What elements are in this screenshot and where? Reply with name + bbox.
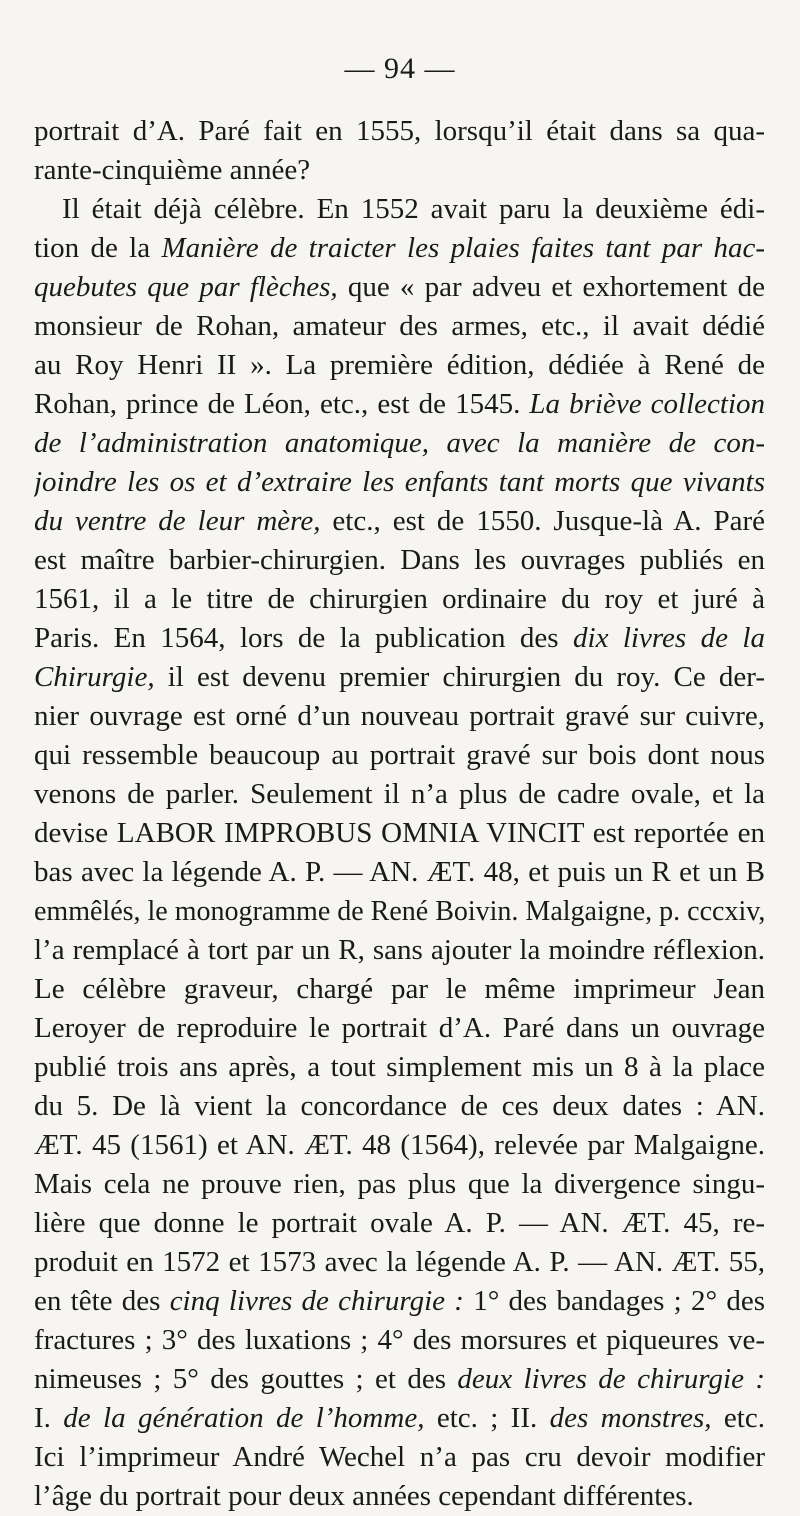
text-line bbox=[34, 580, 765, 619]
page-number: — 94 — bbox=[344, 52, 456, 85]
text-segment: lière que donne le portrait ovale A. P. — AN. ÆT. 45, re- bbox=[34, 1207, 765, 1239]
text-segment: Il était déjà célèbre. En 1552 avait paru la deuxième édi- bbox=[62, 193, 765, 225]
text-segment: en tête des bbox=[34, 1285, 170, 1317]
italic-title-text: quebutes que par flèches, bbox=[34, 271, 338, 303]
italic-title-text: du ventre de leur mère, bbox=[34, 505, 321, 537]
text-line bbox=[34, 346, 765, 385]
text-segment: tion de la bbox=[34, 232, 162, 264]
text-segment: venons de parler. Seulement il n’a plus de cadre ovale, et la bbox=[34, 778, 765, 810]
italic-title-text: La briève collection bbox=[529, 388, 765, 420]
text-segment: devise LABOR IMPROBUS OMNIA VINCIT est reportée en bbox=[34, 817, 765, 849]
text-line bbox=[34, 814, 765, 853]
text-segment: nimeuses ; 5° des gouttes ; et des bbox=[34, 1363, 458, 1395]
text-line bbox=[34, 658, 765, 697]
italic-title-text: Manière de traicter les plaies faites tant par hac- bbox=[161, 232, 765, 264]
text-line bbox=[34, 970, 765, 1009]
italic-title-text: de la génération de l’homme, bbox=[63, 1402, 425, 1434]
text-segment: Mais cela ne prouve rien, pas plus que la divergence singu- bbox=[34, 1168, 765, 1200]
text-segment: produit en 1572 et 1573 avec la légende A. P. — AN. ÆT. 55, bbox=[34, 1246, 765, 1278]
text-segment: que « par adveu et exhortement de bbox=[337, 271, 765, 303]
text-line bbox=[34, 736, 765, 775]
italic-title-text: des monstres, bbox=[549, 1402, 712, 1434]
text-segment: Rohan, prince de Léon, etc., est de 1545. bbox=[34, 388, 530, 420]
text-line bbox=[34, 1321, 765, 1360]
text-segment: etc. bbox=[711, 1402, 765, 1434]
italic-title-text: dix livres de la bbox=[573, 622, 765, 654]
text-segment: il est devenu premier chirurgien du roy. Ce der- bbox=[154, 661, 765, 693]
text-line bbox=[34, 1165, 765, 1204]
text-segment: l’âge du portrait pour deux années cependant différentes. bbox=[34, 1480, 694, 1512]
text-line bbox=[34, 268, 765, 307]
text-segment: du 5. De là vient la concordance de ces deux dates : AN. bbox=[34, 1090, 765, 1122]
text-line bbox=[34, 775, 765, 814]
text-segment: emmêlés, le monogramme de René Boivin. Malgaigne, p. cccxiv, bbox=[34, 896, 765, 927]
text-segment: est maître barbier-chirurgien. Dans les ouvrages publiés en bbox=[34, 544, 765, 576]
text-line bbox=[34, 1360, 765, 1399]
text-segment: 1561, il a le titre de chirurgien ordinaire du roy et juré à bbox=[34, 583, 765, 615]
text-segment: fractures ; 3° des luxations ; 4° des morsures et piqueures ve- bbox=[34, 1324, 765, 1356]
text-line bbox=[34, 931, 765, 970]
text-line bbox=[34, 1048, 765, 1087]
text-line bbox=[34, 1438, 765, 1477]
text-line bbox=[34, 619, 765, 658]
text-line bbox=[34, 463, 765, 502]
text-line bbox=[34, 229, 765, 268]
text-segment: nier ouvrage est orné d’un nouveau portrait gravé sur cuivre, bbox=[34, 700, 765, 732]
text-segment: au Roy Henri II ». La première édition, dédiée à René de bbox=[34, 349, 765, 381]
text-line bbox=[34, 1204, 765, 1243]
text-line bbox=[34, 190, 765, 229]
italic-title-text: Chirurgie, bbox=[34, 661, 155, 693]
text-segment: bas avec la légende A. P. — AN. ÆT. 48, et puis un R et un B bbox=[34, 856, 765, 888]
text-line bbox=[34, 541, 765, 580]
text-segment: publié trois ans après, a tout simplement mis un 8 à la place bbox=[34, 1051, 765, 1083]
text-line bbox=[34, 112, 765, 151]
text-line bbox=[34, 307, 765, 346]
italic-title-text: joindre les os et d’extraire les enfants tant morts que vivants bbox=[34, 466, 765, 498]
text-segment: I. bbox=[34, 1402, 64, 1434]
text-line bbox=[34, 502, 765, 541]
text-line bbox=[34, 697, 765, 736]
text-line bbox=[34, 1243, 765, 1282]
text-segment: 1° des bandages ; 2° des bbox=[463, 1285, 765, 1317]
text-line bbox=[34, 1126, 765, 1165]
italic-title-text: deux livres de chirurgie : bbox=[457, 1363, 765, 1395]
text-line bbox=[34, 1087, 765, 1126]
text-segment: portrait d’A. Paré fait en 1555, lorsqu’il était dans sa qua- bbox=[34, 115, 765, 147]
body-text bbox=[34, 112, 765, 1516]
italic-title-text: de l’administration anatomique, avec la manière de con- bbox=[34, 427, 765, 459]
text-line bbox=[34, 1399, 765, 1438]
text-line bbox=[34, 151, 765, 190]
text-segment: l’a remplacé à tort par un R, sans ajouter la moindre réflexion. bbox=[34, 934, 765, 966]
text-line bbox=[34, 1477, 765, 1516]
text-segment: etc. ; II. bbox=[424, 1402, 550, 1434]
text-segment: Paris. En 1564, lors de la publication des bbox=[34, 622, 574, 654]
text-line bbox=[34, 385, 765, 424]
italic-title-text: cinq livres de chirurgie : bbox=[169, 1285, 464, 1317]
text-segment: Ici l’imprimeur André Wechel n’a pas cru devoir modifier bbox=[34, 1441, 765, 1473]
text-segment: etc., est de 1550. Jusque-là A. Paré bbox=[320, 505, 765, 537]
text-segment: ÆT. 45 (1561) et AN. ÆT. 48 (1564), relevée par Malgaigne. bbox=[34, 1129, 765, 1161]
text-segment: rante-cinquième année? bbox=[34, 154, 311, 186]
text-segment: monsieur de Rohan, amateur des armes, etc., il avait dédié bbox=[34, 310, 765, 342]
text-line bbox=[34, 424, 765, 463]
text-line bbox=[34, 1282, 765, 1321]
text-segment: Le célèbre graveur, chargé par le même imprimeur Jean bbox=[34, 973, 765, 1005]
text-segment: qui ressemble beaucoup au portrait gravé sur bois dont nous bbox=[34, 739, 765, 771]
text-segment: Leroyer de reproduire le portrait d’A. Paré dans un ouvrage bbox=[34, 1012, 765, 1044]
text-line bbox=[34, 1009, 765, 1048]
text-line bbox=[34, 892, 765, 931]
text-line bbox=[34, 853, 765, 892]
